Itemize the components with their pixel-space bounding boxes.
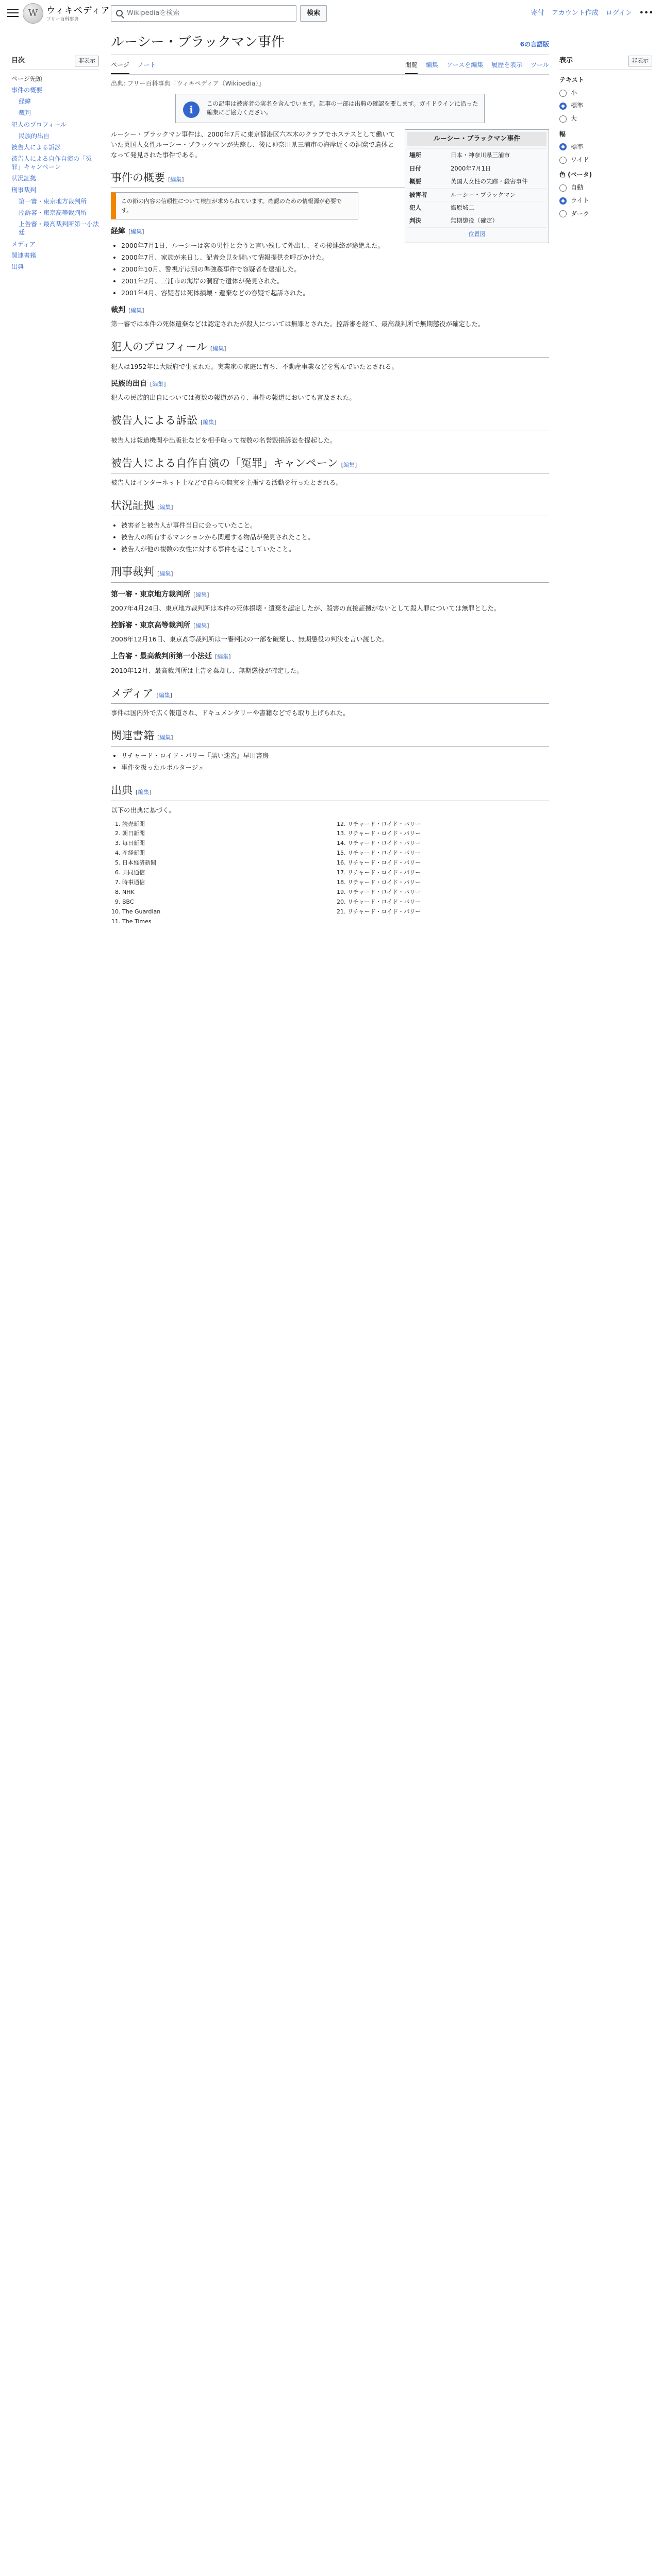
reference-item: 2. 朝日新聞: [122, 829, 324, 838]
tab-history[interactable]: 履歴を表示: [491, 61, 523, 69]
toc-item[interactable]: 出典: [11, 263, 24, 270]
tagline: 出典: フリー百科事典『ウィキペディア（Wikipedia）』: [111, 79, 265, 87]
reference-item: 20. リチャード・ロイド・パリー: [347, 898, 549, 906]
page-title: ルーシー・ブラックマン事件: [111, 35, 285, 50]
toc-item[interactable]: 被告人による訴訟: [11, 143, 61, 151]
toc-item[interactable]: 関連書籍: [11, 251, 37, 259]
reference-item: 1. 読売新聞: [122, 820, 324, 828]
toc-hide-button[interactable]: 非表示: [75, 56, 99, 66]
reference-item: 6. 共同通信: [122, 869, 324, 877]
section-books: 関連書籍 [編集]: [111, 727, 549, 747]
radio-label: 大: [571, 115, 577, 123]
infobox-row: [407, 201, 547, 214]
text-size-option[interactable]: [559, 114, 652, 124]
infobox-row: [407, 149, 547, 162]
media-text: 事件は国内外で広く報道され、ドキュメンタリーや書籍などでも取り上げられた。: [111, 709, 350, 717]
references-right: [336, 819, 549, 927]
heading-text: 被告人による訴訟: [111, 414, 197, 427]
section-campaign: 被告人による自作自演の「冤罪」キャンペーン [編集]: [111, 455, 549, 474]
references-left: [111, 819, 324, 927]
section-timeline: 経緯 [編集]: [111, 227, 144, 236]
origin-text: 犯人の民族的出自については複数の報道があり、事件の報道においても言及された。: [111, 394, 356, 402]
radio-icon[interactable]: [559, 197, 567, 205]
cleanup-notice: この節の内容の信頼性について検証が求められています。確認のための情報源が必要です。: [111, 192, 358, 219]
infobox-key: 場所: [407, 149, 449, 162]
reference-item: 15. リチャード・ロイド・パリー: [347, 849, 549, 857]
radio-icon[interactable]: [559, 103, 567, 110]
radio-label: ライト: [571, 197, 589, 205]
wikipedia-logo-icon[interactable]: W: [23, 3, 43, 24]
reference-item: 13. リチャード・ロイド・パリー: [347, 829, 549, 838]
notice-text: この記事は被害者の実名を含んでいます。記事の一部は出典の確認を要します。ガイドラインに沿った編集にご協力ください。: [207, 100, 478, 116]
toc-item[interactable]: ページ先頭: [11, 75, 42, 82]
reference-item: 14. リチャード・ロイド・パリー: [347, 839, 549, 848]
timeline-item: • 2001年2月、三浦市の海岸の洞窟で遺体が発見された。: [121, 276, 549, 286]
toc-item[interactable]: 裁判: [19, 109, 31, 117]
text-size-option[interactable]: [559, 88, 652, 98]
reference-item: 19. リチャード・ロイド・パリー: [347, 888, 549, 896]
search-button[interactable]: 検索: [300, 5, 327, 22]
section-first-instance: 第一審・東京地方裁判所 [編集]: [111, 590, 209, 599]
book-item: • リチャード・ロイド・パリー『黒い迷宮』早川書房: [121, 751, 549, 761]
section-evidence: 状況証拠 [編集]: [111, 497, 549, 516]
evidence-item: • 被害者と被告人が事件当日に会っていたこと。: [121, 520, 549, 531]
infobox-value: 英国人女性の失踪・殺害事件: [449, 175, 547, 188]
radio-label: 自動: [571, 184, 584, 192]
heading-text: 経緯: [111, 227, 125, 236]
reference-item: 21. リチャード・ロイド・パリー: [347, 908, 549, 916]
section-media: メディア [編集]: [111, 685, 549, 704]
color-option[interactable]: [559, 196, 652, 206]
edit-link[interactable]: 編集: [158, 691, 170, 699]
toc-item[interactable]: 第一審・東京地方裁判所: [19, 197, 87, 205]
radio-icon[interactable]: [559, 143, 567, 150]
edit-link[interactable]: 編集: [159, 734, 171, 741]
edit-link[interactable]: 編集: [159, 570, 171, 577]
edit-link[interactable]: 編集: [152, 380, 164, 387]
radio-icon[interactable]: [559, 115, 567, 123]
section-trials: 刑事裁判 [編集]: [111, 564, 549, 583]
donate-link[interactable]: 寄付: [531, 9, 544, 17]
heading-text: 状況証拠: [111, 499, 154, 512]
toc-item[interactable]: 事件の概要: [11, 86, 43, 94]
heading-text: 犯人のプロフィール: [111, 341, 207, 353]
first-instance-text: 2007年4月24日、東京地方裁判所は本件の死体損壊・遺棄を認定したが、殺害の直接証拠がないとして殺人罪については無罪とした。: [111, 604, 501, 612]
infobox-value: 2000年7月1日: [449, 162, 547, 175]
heading-text: 第一審・東京地方裁判所: [111, 590, 190, 599]
appearance-header: [559, 52, 652, 70]
toc-item[interactable]: 民族的出自: [19, 132, 50, 140]
edit-link[interactable]: 編集: [343, 461, 355, 468]
radio-label: ワイド: [571, 156, 589, 163]
tab-edit-source[interactable]: ソースを編集: [446, 61, 484, 69]
supreme-text: 2010年12月、最高裁判所は上告を棄却し、無期懲役が確定した。: [111, 666, 303, 674]
more-options-icon[interactable]: •••: [639, 9, 654, 17]
appearance-sidebar: [559, 52, 652, 222]
reference-item: 9. BBC: [122, 898, 324, 906]
reference-item: 3. 毎日新聞: [122, 839, 324, 848]
color-label: 色 (ベータ): [559, 171, 592, 179]
reference-item: 12. リチャード・ロイド・パリー: [347, 820, 549, 828]
radio-icon[interactable]: [559, 157, 567, 164]
heading-text: メディア: [111, 687, 154, 700]
reference-item: 10. The Guardian: [122, 908, 324, 916]
width-option[interactable]: [559, 155, 652, 165]
lawsuits-text: 被告人は報道機関や出版社などを相手取って複数の名誉毀損訴訟を提起した。: [111, 436, 337, 444]
section-origin: 民族的出自 [編集]: [111, 379, 166, 388]
infobox-value: 無期懲役（確定）: [449, 214, 547, 227]
evidence-list: [111, 520, 549, 554]
site-header: [0, 0, 662, 27]
radio-label: ダーク: [571, 210, 590, 217]
toc-item[interactable]: 控訴審・東京高等裁判所: [19, 209, 87, 217]
color-option[interactable]: [559, 183, 652, 193]
timeline-item: • 2000年7月1日、ルーシーは客の男性と会うと言い残して外出し、その後連絡が途絶えた。: [121, 241, 549, 251]
infobox-key: 判決: [407, 214, 449, 227]
infobox-row: [407, 162, 547, 175]
infobox-key: 被害者: [407, 188, 449, 201]
reference-item: 5. 日本経済新聞: [122, 859, 324, 867]
radio-label: 標準: [571, 143, 584, 150]
edit-link[interactable]: 編集: [195, 622, 207, 629]
heading-text: 刑事裁判: [111, 566, 154, 578]
radio-label: 小: [571, 89, 577, 96]
reference-item: 4. 産経新聞: [122, 849, 324, 857]
infobox-map-caption[interactable]: 位置図: [407, 227, 547, 241]
color-options: [559, 183, 652, 219]
evidence-item: • 被告人が他の複数の女性に対する事件を起こしていたこと。: [121, 544, 549, 554]
book-item: • 事件を扱ったルポルタージュ: [121, 762, 549, 773]
infobox-key: 概要: [407, 175, 449, 188]
reference-item: 17. リチャード・ロイド・パリー: [347, 869, 549, 877]
reference-item: 16. リチャード・ロイド・パリー: [347, 859, 549, 867]
section-overview: 事件の概要 [編集]: [111, 170, 549, 189]
section-appeal: 控訴審・東京高等裁判所 [編集]: [111, 621, 209, 630]
heading-text: 事件の概要: [111, 171, 165, 184]
edit-link[interactable]: 編集: [212, 345, 224, 352]
edit-link[interactable]: 編集: [138, 788, 150, 795]
toc-item[interactable]: 上告審・最高裁判所第一小法廷: [19, 221, 100, 236]
reference-item: 8. NHK: [122, 888, 324, 896]
tab-tools[interactable]: ツール: [531, 61, 549, 69]
main-menu-icon[interactable]: [7, 7, 19, 19]
page-tabs: [111, 58, 549, 75]
edit-link[interactable]: 編集: [159, 504, 171, 511]
toc-item[interactable]: メディア: [11, 240, 36, 248]
appeal-text: 2008年12月16日、東京高等裁判所は一審判決の一部を破棄し、無期懲役の判決を言い渡した。: [111, 635, 389, 643]
section-lawsuits: 被告人による訴訟 [編集]: [111, 412, 549, 431]
infobox-title: ルーシー・ブラックマン事件: [407, 132, 547, 147]
create-account-link[interactable]: アカウント作成: [551, 9, 599, 17]
radio-label: 標準: [571, 102, 584, 110]
heading-text: 出典: [111, 784, 133, 796]
language-button[interactable]: 6の言語版: [520, 40, 549, 48]
lead-paragraph: ルーシー・ブラックマン事件は、2000年7月に東京都港区六本木のクラブでホステスとして働いていた英国人女性ルーシー・ブラックマンが失踪し、後に神奈川県三浦市の海岸近くの洞窟で遺体となって発見された事件である。: [111, 130, 395, 159]
tab-read[interactable]: 閲覧: [405, 58, 418, 74]
tab-talk[interactable]: ノート: [137, 61, 156, 69]
campaign-text: 被告人はインターネット上などで自らの無実を主張する活動を行ったとされる。: [111, 479, 342, 487]
books-list: [111, 751, 549, 773]
main-content: [111, 27, 549, 927]
user-links: [531, 8, 654, 19]
timeline-item: • 2000年7月、家族が来日し、記者会見を開いて情報提供を呼びかけた。: [121, 252, 549, 263]
width-label: 幅: [559, 130, 566, 138]
infobox-value: 日本・神奈川県三浦市: [449, 149, 547, 162]
toc-list: [11, 73, 99, 273]
infobox-value: 織原城二: [449, 201, 547, 214]
edit-link[interactable]: 編集: [130, 228, 142, 235]
heading-text: 民族的出自: [111, 379, 147, 388]
width-option[interactable]: [559, 142, 652, 152]
heading-text: 上告審・最高裁判所第一小法廷: [111, 652, 212, 661]
toc-sidebar: [0, 52, 103, 273]
infobox-value: ルーシー・ブラックマン: [449, 188, 547, 201]
toc-item[interactable]: 犯人のプロフィール: [11, 121, 67, 128]
radio-icon[interactable]: [559, 210, 567, 217]
infobox-key: 犯人: [407, 201, 449, 214]
toc-title: 目次: [11, 57, 25, 64]
refs-note: 以下の出典に基づく。: [111, 806, 175, 814]
timeline-item: • 2001年4月、容疑者は死体損壊・遺棄などの容疑で起訴された。: [121, 288, 549, 298]
infobox: [405, 129, 549, 244]
edit-link[interactable]: 編集: [195, 591, 207, 598]
search-input[interactable]: [111, 5, 296, 22]
radio-icon[interactable]: [559, 90, 567, 97]
appearance-title: 表示: [559, 57, 573, 64]
login-link[interactable]: ログイン: [605, 9, 633, 17]
infobox-row: [407, 175, 547, 188]
toc-item[interactable]: 経緯: [19, 98, 31, 106]
width-options: [559, 142, 652, 165]
wordmark-title: ウィキペディア: [46, 6, 110, 16]
section-trial-summary: 裁判 [編集]: [111, 306, 144, 314]
reference-item: 11. The Times: [122, 918, 324, 926]
radio-icon[interactable]: [559, 184, 567, 192]
info-icon: i: [183, 101, 200, 118]
toc-item[interactable]: 状況証拠: [11, 175, 37, 182]
timeline-item: • 2000年10月、警視庁は別の準強姦事件で容疑者を逮捕した。: [121, 264, 549, 275]
section-profile: 犯人のプロフィール [編集]: [111, 338, 549, 358]
edit-link[interactable]: 編集: [170, 176, 182, 183]
edit-link[interactable]: 編集: [130, 307, 142, 314]
references-columns: [111, 819, 549, 927]
title-row: [111, 34, 549, 55]
edit-link[interactable]: 編集: [203, 419, 214, 426]
wordmark[interactable]: [46, 4, 110, 24]
infobox-row: [407, 214, 547, 227]
section-references: 出典 [編集]: [111, 782, 549, 801]
toc-item[interactable]: 刑事裁判: [11, 186, 37, 194]
evidence-item: • 被告人の所有するマンションから関連する物品が発見されたこと。: [121, 532, 549, 543]
tab-page[interactable]: ページ: [111, 58, 129, 74]
text-size-label: テキスト: [559, 76, 584, 83]
heading-text: 被告人による自作自演の「冤罪」キャンペーン: [111, 456, 338, 469]
color-option[interactable]: [559, 209, 652, 219]
edit-link[interactable]: 編集: [217, 653, 229, 660]
reference-item: 7. 時事通信: [122, 878, 324, 887]
reference-item: 18. リチャード・ロイド・パリー: [347, 878, 549, 887]
heading-text: 関連書籍: [111, 730, 154, 742]
text-size-options: [559, 88, 652, 124]
trial-summary-text: 第一審では本件の死体遺棄などは認定されたが殺人については無罪とされた。控訴審を経て、最高裁判所で無期懲役が確定した。: [111, 320, 485, 328]
wordmark-subtitle: フリー百科事典: [46, 17, 79, 23]
infobox-row: [407, 188, 547, 201]
section-supreme: 上告審・最高裁判所第一小法廷 [編集]: [111, 652, 231, 661]
timeline-list: [111, 241, 549, 298]
search-placeholder: Wikipediaを検索: [127, 9, 180, 17]
appearance-hide-button[interactable]: 非表示: [628, 56, 652, 66]
tab-edit[interactable]: 編集: [425, 61, 438, 69]
notice-box: [175, 94, 485, 123]
heading-text: 控訴審・東京高等裁判所: [111, 621, 190, 630]
heading-text: 裁判: [111, 306, 125, 314]
search-icon: [116, 10, 123, 16]
toc-item[interactable]: 被告人による自作自演の「冤罪」キャンペーン: [11, 155, 92, 171]
text-size-option[interactable]: [559, 101, 652, 111]
toc-header: [11, 52, 99, 70]
infobox-key: 日付: [407, 162, 449, 175]
profile-text: 犯人は1952年に大阪府で生まれた。実業家の家庭に育ち、不動産事業などを営んでいたとされる。: [111, 362, 398, 370]
